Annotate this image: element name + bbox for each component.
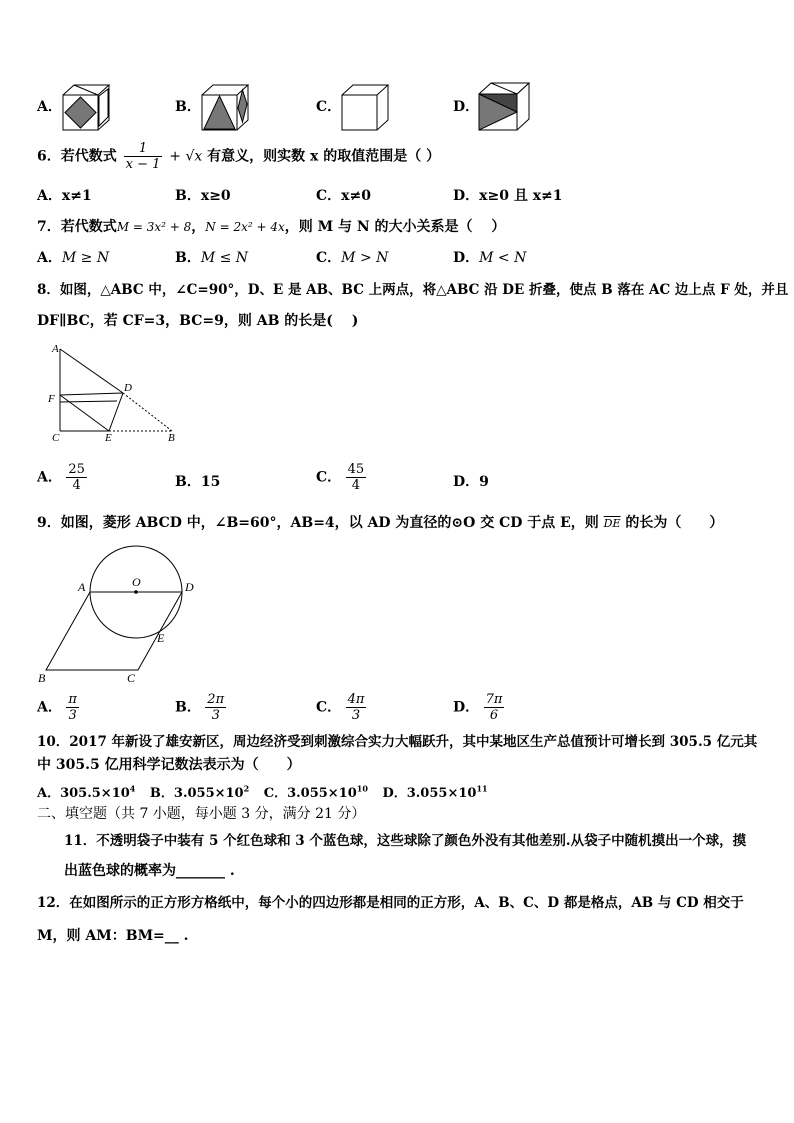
q6-stem-suffix: 有意义，则实数 x 的取值范围是（ ） [207, 148, 441, 165]
option-text: M < N [479, 250, 527, 266]
q10-option-a [37, 786, 135, 801]
q6-fraction [124, 141, 163, 172]
option-label: D． [453, 188, 480, 204]
q7-stem [37, 218, 505, 236]
q6-stem-prefix: 6．若代数式 [37, 148, 117, 165]
q8-option-a [37, 462, 87, 493]
q9-stem-text: 9．如图，菱形 ABCD 中，∠B=60°，AB=4，以 AD 为直径的⊙O 交 CD 于点 E，则 [37, 515, 599, 531]
q10-option-d [382, 786, 487, 801]
fraction-num: 7π [485, 692, 503, 707]
q11-line2: 出蓝色球的概率为_______ . [64, 863, 235, 879]
option-text: 9 [479, 474, 489, 490]
option-label: B． [175, 188, 201, 204]
q6-option-a [37, 187, 92, 205]
q9-option-d [453, 692, 504, 723]
q8-option-d [453, 473, 489, 491]
option-label: A． [37, 699, 62, 716]
option-fraction [346, 692, 367, 723]
q9-option-a [37, 692, 79, 723]
q9-label-o: O [132, 575, 141, 589]
fraction-num: 4π [347, 692, 365, 707]
option-label: C． [316, 188, 342, 204]
option-label: A． [37, 786, 61, 802]
q10-option-b [150, 786, 249, 801]
q11-line1: 11．不透明袋子中装有 5 个红色球和 3 个蓝色球，这些球除了颜色外没有其他差别.从袋子中随机摸出一个球，摸 [64, 833, 747, 849]
q5-option-b-cube [201, 84, 249, 132]
option-base: 305.5×10 [60, 786, 130, 802]
option-label: B． [175, 250, 201, 266]
option-text: x≠1 [61, 188, 92, 204]
option-label: C． [316, 469, 342, 486]
option-text: M > N [341, 250, 389, 266]
fraction-den: 3 [351, 708, 361, 723]
q8-stem-line1: 8．如图，△ABC 中，∠C=90°，D、E 是 AB、BC 上两点，将△ABC 沿 DE 折叠，使点 B 落在 AC 边上点 F 处，并且 [37, 282, 789, 298]
q7-option-a [37, 249, 109, 267]
option-exp: 10 [356, 784, 368, 794]
option-label: B． [175, 474, 201, 490]
q10-stem-line1: 10．2017 年新设了雄安新区，周边经济受到刺激综合实力大幅跃升，其中某地区生产总值预计可增长到 305.5 亿元其 [37, 734, 758, 750]
option-text: M ≤ N [200, 250, 249, 266]
q8-option-b [175, 473, 220, 491]
option-base: 3.055×10 [287, 786, 357, 802]
q5-option-d-cube [478, 82, 530, 132]
fraction-num: 45 [347, 462, 365, 477]
option-label: D． [453, 250, 480, 266]
option-label: C． [316, 699, 342, 716]
q6-fraction-num: 1 [124, 141, 163, 157]
option-fraction [484, 692, 505, 723]
q7-expr-n: N = 2x² + 4x [205, 220, 285, 234]
q9-label-c: C [127, 671, 136, 685]
option-text: 15 [200, 474, 221, 490]
fraction-den: 4 [72, 478, 81, 493]
q6-stem [37, 141, 440, 172]
option-fraction [66, 692, 79, 723]
option-text: M ≥ N [61, 250, 110, 266]
fraction-den: 4 [351, 478, 361, 493]
option-exp: 2 [243, 784, 250, 794]
option-label: B． [149, 786, 174, 802]
q7-stem-prefix: 7．若代数式 [37, 219, 117, 235]
q10-options [37, 780, 488, 803]
q6-fraction-den: x − 1 [125, 157, 161, 172]
q10-stem-line2: 中 305.5 亿用科学记数法表示为（ ） [37, 757, 301, 773]
q9-label-d: D [185, 580, 194, 594]
q5-option-d-label: D． [453, 99, 480, 115]
option-label: A． [37, 188, 62, 204]
q7-option-b [175, 249, 248, 267]
q12-line1: 12．在如图所示的正方形方格纸中，每个小的四边形都是相同的正方形，A、B、C、D 都是格点，AB 与 CD 相交于 [37, 895, 744, 911]
q9-label-a: A [78, 580, 86, 594]
q12-line2: M，则 AM：BM=__ . [37, 928, 189, 944]
option-label: C． [316, 250, 342, 266]
section-2-heading: 二、填空题（共 7 小题，每小题 3 分，满分 21 分） [37, 806, 366, 822]
q5-option-b-label: B． [175, 99, 201, 115]
q9-stem-suffix: 的长为（ ） [625, 515, 724, 531]
option-label: A． [37, 469, 62, 486]
option-label: B． [175, 699, 201, 716]
option-exp: 4 [129, 784, 136, 794]
q10-option-c [264, 786, 368, 801]
q7-expr-m: M = 3x² + 8 [116, 220, 192, 234]
q7-option-c [316, 249, 388, 267]
q9-label-b: B [38, 671, 46, 685]
fraction-den: 3 [68, 708, 77, 723]
fraction-den: 3 [211, 708, 220, 723]
q9-option-b [175, 692, 226, 723]
q8-label-d: D [124, 382, 132, 394]
q8-label-c: C [52, 432, 60, 444]
fraction-num: π [68, 692, 77, 707]
q9-label-e: E [157, 631, 165, 645]
option-exp: 11 [476, 784, 488, 794]
option-label: D． [382, 786, 407, 802]
q8-label-a: A [52, 343, 59, 355]
option-label: D． [453, 699, 480, 716]
option-text: x≠0 [341, 188, 371, 204]
option-base: 3.055×10 [173, 786, 244, 802]
q8-figure [45, 340, 185, 446]
option-text: x≥0 [200, 188, 231, 204]
q6-sqrt-term: + √x [169, 148, 203, 165]
option-base: 3.055×10 [406, 786, 477, 802]
q7-sep: ， [191, 219, 206, 235]
option-text: x≥0 且 x≠1 [479, 188, 563, 204]
option-fraction [346, 462, 367, 493]
q5-option-c-cube [341, 84, 389, 132]
option-label: A． [37, 250, 62, 266]
q5-option-a-cube [62, 84, 110, 132]
q6-option-d [453, 187, 563, 205]
q9-figure [36, 540, 206, 688]
fraction-num: 2π [207, 692, 225, 707]
option-label: C． [263, 786, 288, 802]
q8-option-c [316, 462, 366, 493]
q9-option-c [316, 692, 366, 723]
q9-arc-de: $\overline{DE}$ [603, 517, 621, 530]
option-fraction [66, 462, 87, 493]
q6-option-c [316, 187, 371, 205]
q5-option-c-label: C． [316, 99, 342, 115]
q7-stem-suffix: ，则 M 与 N 的大小关系是（ ） [284, 219, 506, 235]
q7-option-d [453, 249, 526, 267]
q8-label-b: B [168, 432, 175, 444]
q5-option-a-label: A． [37, 99, 62, 115]
option-label: D． [453, 474, 480, 490]
q8-stem-line2: DF∥BC，若 CF=3，BC=9，则 AB 的长是( ) [37, 313, 359, 329]
q8-label-f: F [48, 393, 55, 405]
q6-option-b [175, 187, 231, 205]
fraction-den: 6 [489, 708, 499, 723]
option-fraction [205, 692, 226, 723]
q9-stem [37, 514, 723, 533]
q8-label-e: E [105, 432, 112, 444]
fraction-num: 25 [68, 462, 85, 477]
